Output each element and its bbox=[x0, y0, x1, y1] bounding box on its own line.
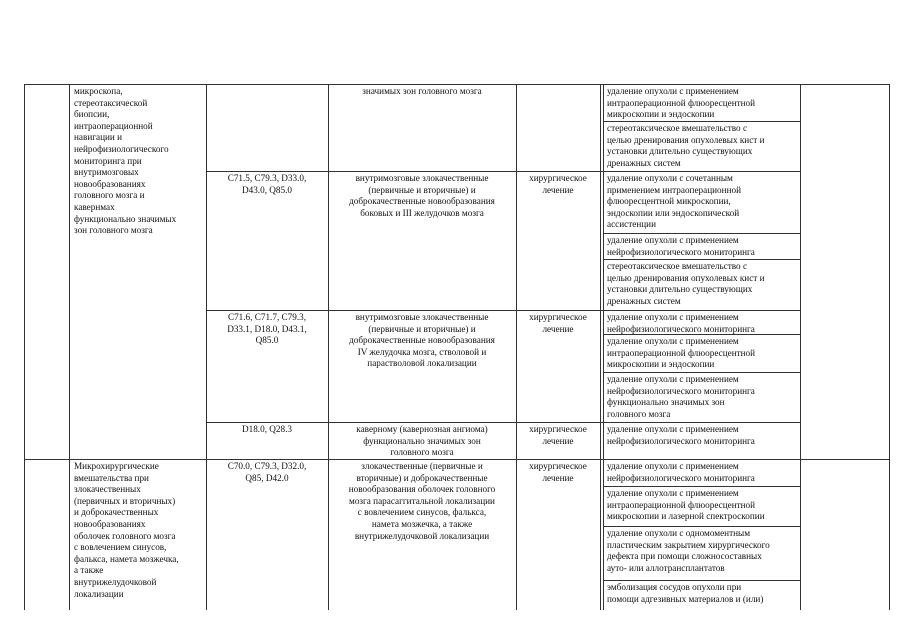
table-border-right bbox=[889, 84, 890, 610]
row-a-sub1-method-2: стереотаксическое вмешательство с целью дренирования опухолевых кист и установки длительно существующих дренажных систем bbox=[607, 261, 765, 306]
table-border-left bbox=[24, 84, 25, 610]
col-divider-4 bbox=[516, 84, 517, 610]
method-divider bbox=[603, 526, 801, 527]
row-a-sub3-method-0: удаление опухоли с применением нейрофизиологического мониторинга bbox=[607, 424, 755, 446]
method-divider bbox=[603, 171, 801, 172]
col-divider-7 bbox=[800, 84, 801, 610]
row-b-sub0-diagnosis: злокачественные (первичные и вторичные) и доброкачественные новообразования оболочек головного мозга парасаггитальной локализации с вовлечением синусов, фалькса, намета мозжечка, а также внутрижелудочковой локализации bbox=[348, 461, 496, 541]
method-divider bbox=[603, 580, 801, 581]
subrow-divider-1 bbox=[206, 171, 604, 172]
method-divider bbox=[603, 372, 801, 373]
row-b-sub0-treatment: хирургическое лечение bbox=[529, 461, 587, 483]
row-a-sub1-codes: C71.5, C79.3, D33.0, D43.0, Q85.0 bbox=[227, 173, 307, 195]
row-a-sub3-diagnosis: каверному (кавернозная ангиома) функционально значимых зон головного мозга bbox=[356, 424, 488, 458]
row-b-sub0-method-2: удаление опухоли с одномоментным пластическим закрытием хирургического дефекта при помощи сложносоставных ауто- или аллотрансплантатов bbox=[607, 528, 770, 573]
method-divider bbox=[603, 121, 801, 122]
row-a-sub2-diagnosis: внутримозговые злокачественные (первичные и вторичные) и доброкачественные новообразования IV желудочка мозга, стволовой и парастволовой локализации bbox=[349, 312, 495, 369]
col-divider-6 bbox=[603, 84, 604, 610]
method-divider bbox=[603, 422, 801, 423]
row-a-sub2-method-0: удаление опухоли с применением нейрофизиологического мониторинга bbox=[607, 312, 755, 334]
method-divider bbox=[603, 259, 801, 260]
method-divider bbox=[603, 310, 801, 311]
row-a-sub3-codes: D18.0, Q28.3 bbox=[241, 424, 293, 434]
row-b-sub0-codes: C70.0, C79.3, D32.0, Q85, D42.0 bbox=[227, 461, 307, 483]
method-divider bbox=[603, 233, 801, 234]
col-divider-2 bbox=[206, 84, 207, 610]
row-b-sub0-method-0: удаление опухоли с применением нейрофизиологического мониторинга bbox=[607, 461, 755, 483]
subrow-divider-2 bbox=[206, 310, 604, 311]
row-b-name: Микрохирургические вмешательства при злокачественных (первичных и вторичных) и доброкачественных новообразованиях оболочек головного мозга с вовлечением синусов, фалькса, намета мозжечка, а также внутрижелудочковой локализации bbox=[74, 461, 179, 599]
table-border-top bbox=[24, 84, 890, 85]
col-divider-3 bbox=[328, 84, 329, 610]
row-a-sub1-treatment: хирургическое лечение bbox=[529, 173, 587, 195]
row-a-sub0-method-0: удаление опухоли с применением интраоперационной флюоресцентной микроскопии и эндоскопии bbox=[607, 86, 756, 120]
row-a-sub2-method-2: удаление опухоли с применением нейрофизиологического мониторинга функционально значимых зон головного мозга bbox=[607, 374, 755, 419]
row-a-sub0-method-1: стереотаксическое вмешательство с целью дренирования опухолевых кист и установки длительно существующих дренажных систем bbox=[607, 123, 765, 168]
row-a-sub3-treatment: хирургическое лечение bbox=[529, 424, 587, 446]
row-a-sub1-method-0: удаление опухоли с сочетанным применением интраоперационной флюоресцентной микроскопии, эндоскопии или эндоскопической ассистенции bbox=[607, 173, 741, 230]
method-divider bbox=[603, 459, 801, 460]
col-divider-5 bbox=[600, 84, 601, 610]
col-divider-1 bbox=[69, 84, 70, 610]
row-a-sub2-method-1: удаление опухоли с применением интраоперационной флюоресцентной микроскопии и эндоскопии bbox=[607, 336, 756, 370]
row-a-sub1-method-1: удаление опухоли с применением нейрофизиологического мониторинга bbox=[607, 235, 755, 257]
row-a-name: микроскопа, стереотаксической биопсии, интраоперационной навигации и нейрофизиологического мониторинга при внутримозговых новообразованиях головного мозга и кавернмах функционально значимых зон головного мозга bbox=[74, 86, 177, 236]
row-a-sub1-diagnosis: внутримозговые злокачественные (первичные и вторичные) и доброкачественные новообразования боковых и III желудочков мозга bbox=[349, 173, 495, 218]
subrow-divider-3 bbox=[206, 422, 604, 423]
row-b-sub0-method-1: удаление опухоли с применением интраоперационной флюоресцентной микроскопии и лазерной спектроскопии bbox=[607, 488, 765, 522]
method-divider bbox=[603, 486, 801, 487]
row-a-sub2-treatment: хирургическое лечение bbox=[529, 312, 587, 334]
row-a-sub0-diagnosis: значимых зон головного мозга bbox=[362, 86, 482, 96]
row-a-sub2-codes: C71.6, C71.7, C79.3, D33.1, D18.0, D43.1, Q85.0 bbox=[227, 312, 307, 346]
row-b-sub0-method-3: эмболизация сосудов опухоли при помощи адгезивных материалов и (или) bbox=[607, 582, 764, 604]
